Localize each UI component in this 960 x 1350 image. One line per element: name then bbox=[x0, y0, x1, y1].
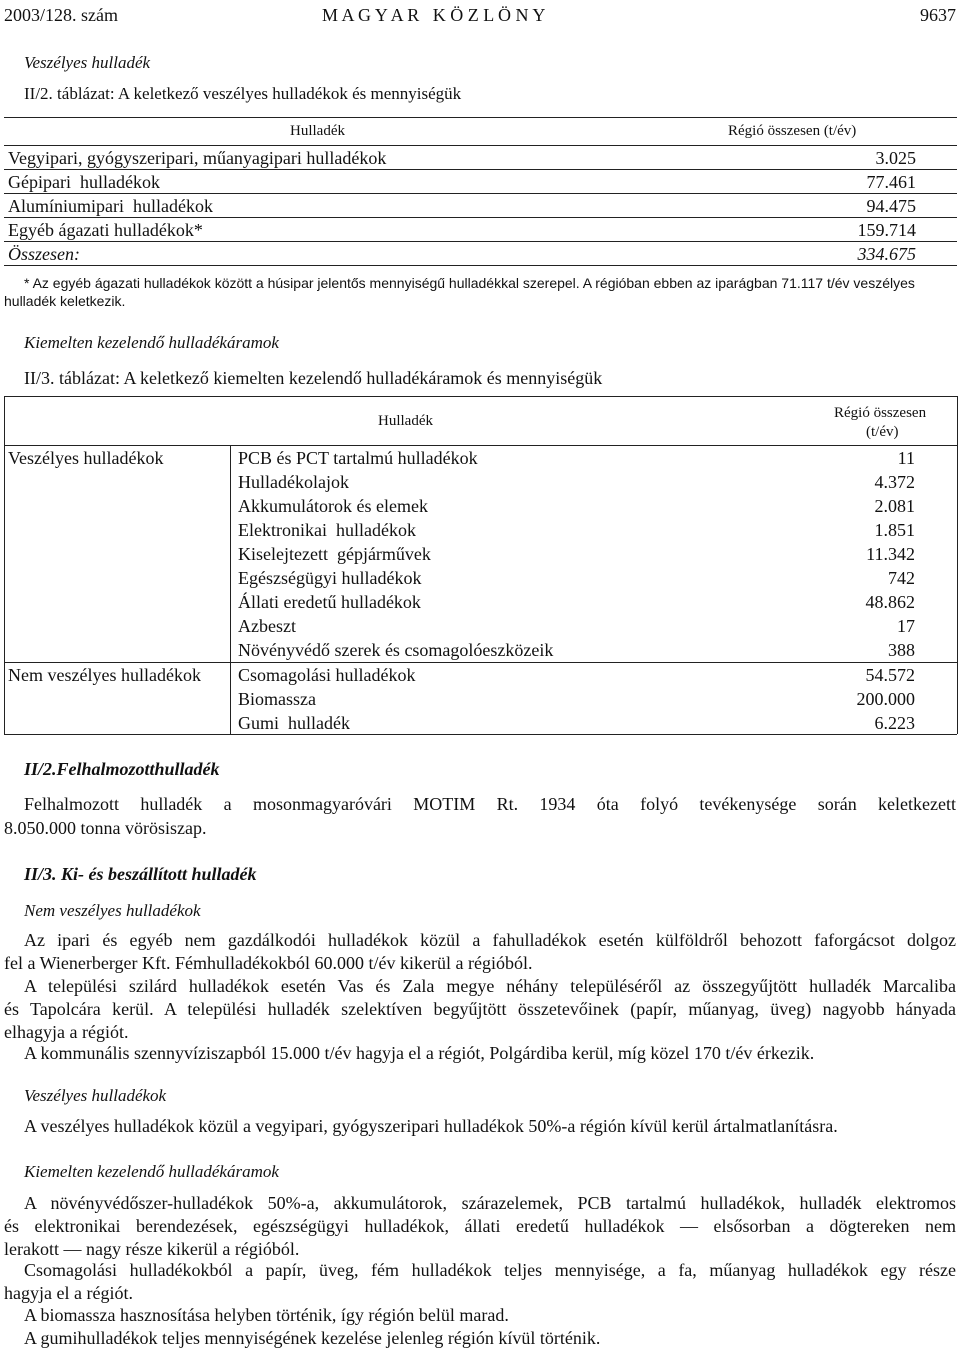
total-value: 334.675 bbox=[857, 244, 916, 264]
table-row-value: 77.461 bbox=[866, 172, 916, 192]
section-heading-priority: Kiemelten kezelendő hulladékáramok bbox=[24, 333, 279, 352]
footnote-continued: hulladék keletkezik. bbox=[4, 293, 126, 309]
col-header-region: Régió összesen bbox=[834, 405, 927, 421]
table-row-value: 200.000 bbox=[856, 689, 915, 709]
section-heading-transport: II/3. Ki- és beszállított hulladék bbox=[24, 864, 257, 884]
table-row-value: 159.714 bbox=[857, 220, 916, 240]
table-row-value: 17 bbox=[897, 616, 915, 636]
table-row-label: Elektronikai hulladékok bbox=[238, 520, 416, 540]
table-row-value: 11 bbox=[897, 448, 915, 468]
section-heading-accumulated: II/2.Felhalmozotthulladék bbox=[24, 759, 220, 779]
table-row-label: Vegyipari, gyógyszeripari, műanyagipari hulladékok bbox=[8, 148, 387, 168]
table-row-value: 742 bbox=[888, 568, 915, 588]
table-row-label: Csomagolási hulladékok bbox=[238, 665, 416, 685]
col-header-waste: Hulladék bbox=[290, 123, 345, 139]
journal-title: M A G Y A R K Ö Z L Ö N Y bbox=[322, 5, 546, 25]
table-row-label: Egészségügyi hulladékok bbox=[238, 568, 422, 588]
table-row-label: Kiselejtezett gépjárművek bbox=[238, 544, 431, 564]
paragraph-line: Felhalmozott hulladék a mosonmagyaróvári MOTIM Rt. 1934 óta folyó tevékenysége során keletkezett bbox=[24, 794, 956, 814]
paragraph-line: fel a Wienerberger Kft. Fémhulladékokból 60.000 t/év kikerül a régióból. bbox=[4, 953, 533, 973]
table-row-value: 388 bbox=[888, 640, 915, 660]
table-row-label: Egyéb ágazati hulladékok* bbox=[8, 220, 203, 240]
paragraph-line: lerakott — nagy része kikerül a régióból. bbox=[4, 1239, 300, 1259]
table-row-label: Gumi hulladék bbox=[238, 713, 350, 733]
table-row-label: PCB és PCT tartalmú hulladékok bbox=[238, 448, 478, 468]
paragraph-line: A biomassza hasznosítása helyben történik, így régión belül marad. bbox=[24, 1305, 509, 1325]
table-row-value: 48.862 bbox=[865, 592, 915, 612]
section-heading-hazardous: Veszélyes hulladék bbox=[24, 53, 151, 72]
paragraph-line: 8.050.000 tonna vörösiszap. bbox=[4, 818, 207, 838]
table-row-value: 3.025 bbox=[875, 148, 916, 168]
table-row-label: Biomassza bbox=[238, 689, 316, 709]
col-header-region: Régió összesen (t/év) bbox=[728, 123, 857, 139]
table-row-value: 11.342 bbox=[866, 544, 915, 564]
paragraph-line: elhagyja a régiót. bbox=[4, 1022, 129, 1042]
subheading-non-hazardous: Nem veszélyes hulladékok bbox=[24, 901, 201, 920]
paragraph-line: és elektronikai berendezések, egészségügyi hulladékok, állati eredetű hulladékok — elsősorban a dögtereken nem bbox=[4, 1216, 956, 1236]
group-label-non-hazardous: Nem veszélyes hulladékok bbox=[8, 665, 201, 685]
table-title-ii3: II/3. táblázat: A keletkező kiemelten kezelendő hulladékáramok és mennyiségük bbox=[24, 368, 603, 388]
table-row-label: Azbeszt bbox=[238, 616, 296, 636]
table-row-label: Gépipari hulladékok bbox=[8, 172, 160, 192]
page-number: 9637 bbox=[920, 5, 956, 25]
table-row-label: Alumíniumipari hulladékok bbox=[8, 196, 213, 216]
table-row-value: 2.081 bbox=[874, 496, 915, 516]
table-row-value: 4.372 bbox=[874, 472, 915, 492]
total-label: Összesen: bbox=[8, 244, 80, 264]
paragraph-line: Az ipari és egyéb nem gazdálkodói hulladékok közül a fahulladékok esetén külföldről behozott faforgácsot dolgoz bbox=[24, 930, 956, 950]
col-header-region-unit: (t/év) bbox=[866, 424, 899, 440]
subheading-hazardous: Veszélyes hulladékok bbox=[24, 1086, 167, 1105]
paragraph-line: A települési szilárd hulladékok esetén Vas és Zala megye néhány településéről az összegyűjtött hulladék Marcaliba bbox=[24, 976, 956, 996]
issue-number: 2003/128. szám bbox=[4, 5, 118, 25]
table-row-value: 1.851 bbox=[874, 520, 915, 540]
paragraph-line: és Tapolcára kerül. A települési hulladék szelektíven begyűjtött összetevőinek (papír, műanyag, üveg) nagyobb hányada bbox=[4, 999, 956, 1019]
paragraph-line: A gumihulladékok teljes mennyiségének kezelése jelenleg régión kívül történik. bbox=[24, 1328, 601, 1348]
table-row-value: 94.475 bbox=[866, 196, 916, 216]
col-header-waste: Hulladék bbox=[378, 413, 433, 429]
table-title-ii2: II/2. táblázat: A keletkező veszélyes hulladékok és mennyiségük bbox=[24, 84, 462, 103]
table-row-label: Hulladékolajok bbox=[238, 472, 349, 492]
table-row-value: 6.223 bbox=[874, 713, 915, 733]
group-label-hazardous: Veszélyes hulladékok bbox=[8, 448, 164, 468]
paragraph-line: A veszélyes hulladékok közül a vegyipari, gyógyszeripari hulladékok 50%-a régión kívül kerül ártalmatlanításra. bbox=[24, 1116, 838, 1136]
paragraph-line: A kommunális szennyvíziszapból 15.000 t/év hagyja el a régiót, Polgárdiba kerül, míg közel 170 t/év érkezik. bbox=[24, 1043, 815, 1063]
table-row-label: Akkumulátorok és elemek bbox=[238, 496, 428, 516]
subheading-priority: Kiemelten kezelendő hulladékáramok bbox=[24, 1162, 279, 1181]
paragraph-line: A növényvédőszer-hulladékok 50%-a, akkumulátorok, szárazelemek, PCB tartalmú hulladékok, hulladék elektromos bbox=[24, 1193, 956, 1213]
table-row-label: Növényvédő szerek és csomagolóeszközeik bbox=[238, 640, 554, 660]
table-row-label: Állati eredetű hulladékok bbox=[238, 592, 421, 612]
paragraph-line: Csomagolási hulladékokból a papír, üveg, fém hulladékok teljes mennyisége, a fa, műanyag hulladékok egy része bbox=[24, 1260, 956, 1280]
table-row-value: 54.572 bbox=[865, 665, 915, 685]
paragraph-line: hagyja el a régiót. bbox=[4, 1283, 133, 1303]
footnote: * Az egyéb ágazati hulladékok között a húsipar jelentős mennyiségű hulladékkal szerepel. A régióban ebben az iparágban 71.117 t/év veszélyes bbox=[24, 275, 915, 291]
